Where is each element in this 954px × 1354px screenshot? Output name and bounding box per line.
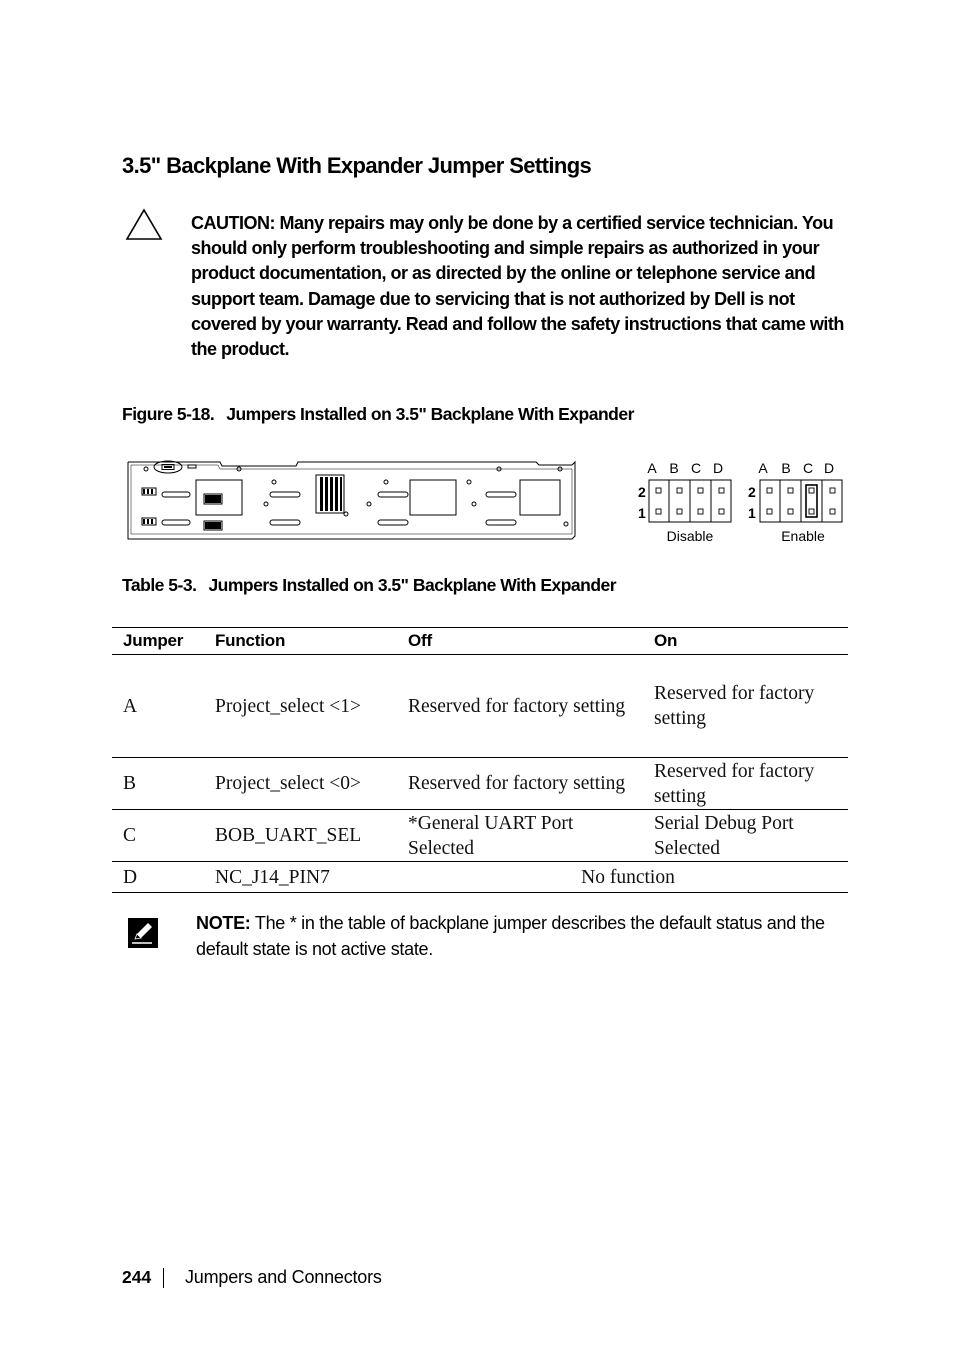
table-row xyxy=(112,862,848,893)
note-body: The * in the table of backplane jumper describes the default status and the default state is not active state. xyxy=(196,913,825,959)
jumper-label-d-enable: D xyxy=(823,460,835,476)
table-number: Table 5-3. xyxy=(122,575,197,595)
pin-label-2-disable: 2 xyxy=(638,484,646,500)
cell-function: Project_select <0> xyxy=(204,758,397,810)
cell-function: Project_select <1> xyxy=(204,655,397,758)
table-row xyxy=(112,758,848,810)
chapter-title: Jumpers and Connectors xyxy=(185,1267,382,1287)
cell-merged: No function xyxy=(397,862,848,893)
caution-body: Many repairs may only be done by a certified service technician. You should only perform troubleshooting and simple repairs as authorized in your product documentation, or as directed by the online or telephone service and support team. Damage due to servicing that is not authorized by Dell is not covered by your warranty. Read and follow the safety instructions that came with the product. xyxy=(191,213,844,360)
jumper-label-c-enable: C xyxy=(802,460,814,476)
note-label: NOTE: xyxy=(196,913,251,933)
cell-jumper: D xyxy=(112,862,204,893)
caution-message xyxy=(191,211,863,362)
jumper-table xyxy=(112,627,848,893)
table-row xyxy=(112,655,848,758)
note-message xyxy=(196,910,836,962)
cell-on: Serial Debug Port Selected xyxy=(643,810,848,862)
header-off: Off xyxy=(397,628,643,655)
figure-number: Figure 5-18. xyxy=(122,404,215,424)
cell-jumper: A xyxy=(112,655,204,758)
caution-label: CAUTION: xyxy=(191,213,275,233)
table-title: Jumpers Installed on 3.5" Backplane With Expander xyxy=(208,575,617,595)
cell-jumper: B xyxy=(112,758,204,810)
pin-label-1-enable: 1 xyxy=(748,505,756,521)
cell-on: Reserved for factory setting xyxy=(643,758,848,810)
section-title: 3.5" Backplane With Expander Jumper Settings xyxy=(122,153,592,178)
figure-title: Jumpers Installed on 3.5" Backplane With Expander xyxy=(226,404,634,424)
caution-icon xyxy=(124,208,164,242)
table-caption xyxy=(122,575,616,596)
jumper-label-a-enable: A xyxy=(758,460,768,476)
page-number: 244 xyxy=(122,1267,152,1287)
figure-caption xyxy=(122,404,634,425)
header-on: On xyxy=(643,628,848,655)
note-pencil-icon xyxy=(128,918,158,948)
jumper-label-b-disable: B xyxy=(669,460,679,476)
jumper-label-c-disable: C xyxy=(690,460,702,476)
cell-on: Reserved for factory setting xyxy=(643,655,848,758)
jumper-label-a-disable: A xyxy=(647,460,657,476)
cell-function: NC_J14_PIN7 xyxy=(204,862,397,893)
jumper-settings-diagram xyxy=(630,454,852,548)
cell-off: Reserved for factory setting xyxy=(397,758,643,810)
header-function: Function xyxy=(204,628,397,655)
cell-function: BOB_UART_SEL xyxy=(204,810,397,862)
footer-divider xyxy=(163,1268,164,1288)
table-row xyxy=(112,810,848,862)
pin-label-1-disable: 1 xyxy=(638,505,646,521)
pin-label-2-enable: 2 xyxy=(748,484,756,500)
cell-jumper: C xyxy=(112,810,204,862)
table-header-row xyxy=(112,628,848,655)
backplane-board-illustration xyxy=(124,454,580,546)
cell-off: *General UART Port Selected xyxy=(397,810,643,862)
cell-off: Reserved for factory setting xyxy=(397,655,643,758)
jumper-label-d-disable: D xyxy=(712,460,724,476)
jumper-label-b-enable: B xyxy=(781,460,791,476)
state-label-disable: Disable xyxy=(666,528,714,544)
header-jumper: Jumper xyxy=(112,628,204,655)
state-label-enable: Enable xyxy=(781,528,825,544)
